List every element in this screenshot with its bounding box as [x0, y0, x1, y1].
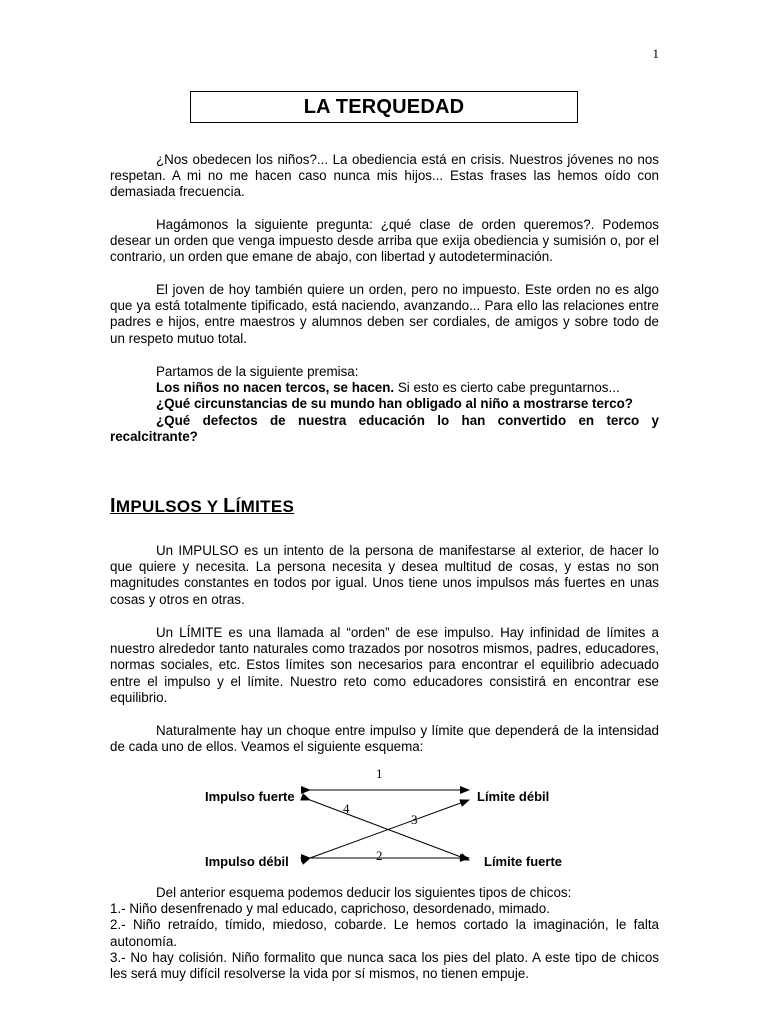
- premise-block: [110, 364, 659, 445]
- diagram-number-2: 2: [376, 848, 383, 863]
- conclusion-block: [110, 885, 659, 982]
- diagram-number-1: 1: [376, 766, 383, 781]
- question-1-text: ¿Qué circunstancias de su mundo han obligado al niño a mostrarse terco?: [156, 396, 633, 412]
- premise-bold: Los niños no nacen tercos, se hacen.: [156, 380, 395, 396]
- paragraph-text: El joven de hoy también quiere un orden, pero no impuesto. Este orden no es algo que ya está totalmente tipificado, está naciendo, avanzando... Para ello las relaciones entre padres e hijos, entre maestros y alumnos deben ser cordiales, de amigos y sobre todo de un respeto mutuo total.: [110, 282, 659, 346]
- section-paragraph-3: [110, 723, 659, 755]
- conclusion-lead: Del anterior esquema podemos deducir los siguientes tipos de chicos:: [156, 885, 572, 900]
- heading-part-1: MPULSOS Y: [115, 497, 224, 516]
- label-limite-fuerte: Límite fuerte: [484, 854, 563, 869]
- premise-question-1: [110, 396, 659, 412]
- section-heading: [110, 495, 295, 517]
- document-title: [190, 91, 578, 123]
- conclusion-item-3: 3.- No hay colisión. Niño formalito que nunca saca los pies del plato. A este tipo de chicos les será muy difícil resolverse la vida por sí mismos, no tienen empuje.: [110, 949, 659, 982]
- document-title-text: LA TERQUEDAD: [303, 95, 465, 118]
- question-2-text: ¿Qué defectos de nuestra educación lo han convertido en terco y recalcitrante?: [110, 412, 659, 444]
- paragraph-text: Hagámonos la siguiente pregunta: ¿qué clase de orden queremos?. Podemos desear un orden que venga impuesto desde arriba que exija obediencia y sumisión o, por el contrario, un orden que emane de abajo, con libertad y autodeterminación.: [110, 217, 659, 265]
- section-paragraph-1: [110, 543, 659, 608]
- conclusion-item-2: 2.- Niño retraído, tímido, miedoso, cobarde. Le hemos cortado la imaginación, le falta autonomía.: [110, 917, 659, 949]
- conclusion-item-1: 1.- Niño desenfrenado y mal educado, caprichoso, desordenado, mimado.: [110, 901, 550, 917]
- document-page: [110, 0, 659, 1024]
- intro-paragraph-2: [110, 217, 659, 266]
- paragraph-text: ¿Nos obedecen los niños?... La obediencia está en crisis. Nuestros jóvenes no nos respetan. A mi no me hacen caso nunca mis hijos... Estas frases las hemos oído con demasiada frecuencia.: [110, 152, 659, 200]
- intro-paragraph-1: [110, 152, 659, 201]
- impulse-limit-diagram: [110, 760, 659, 880]
- label-limite-debil: Límite débil: [477, 789, 550, 804]
- intro-paragraph-3: [110, 282, 659, 347]
- page-number: 1: [652, 46, 659, 61]
- paragraph-text: Un IMPULSO es un intento de la persona de manifestarse al exterior, de hacer lo que quiere y necesita. La persona necesita y desea multitud de cosas, y estas no son magnitudes constantes en todos por igual. Unos tiene unos impulsos más fuertes en unas cosas y otros en otras.: [110, 543, 659, 607]
- diagram-arrows: [110, 760, 659, 880]
- label-impulso-debil: Impulso débil: [205, 854, 289, 869]
- premise-lead: Partamos de la siguiente premisa:: [156, 364, 359, 379]
- section-paragraph-2: [110, 625, 659, 706]
- heading-initial: I: [110, 495, 116, 517]
- diagram-number-4: 4: [343, 801, 350, 816]
- premise-statement: [110, 380, 659, 396]
- heading-part-2: ÍMITES: [235, 497, 295, 516]
- heading-initial-2: L: [223, 495, 236, 517]
- premise-question-2: [110, 413, 659, 445]
- paragraph-text: Naturalmente hay un choque entre impulso y límite que dependerá de la intensidad de cada uno de ellos. Veamos el siguiente esquema:: [110, 723, 659, 755]
- premise-rest: Si esto es cierto cabe preguntarnos...: [394, 380, 620, 396]
- paragraph-text: Un LÍMITE es una llamada al “orden” de ese impulso. Hay infinidad de límites a nuestro alrededor tanto naturales como trazados por nosotros mismos, padres, educadores, normas sociales, etc. Estos límites son necesarios para encontrar el equilibrio adecuado entre el impulso y el límite. Nuestro reto como educadores consistirá en encontrar ese equilibrio.: [110, 625, 659, 705]
- diagram-number-3: 3: [411, 812, 418, 827]
- label-impulso-fuerte: Impulso fuerte: [205, 789, 295, 804]
